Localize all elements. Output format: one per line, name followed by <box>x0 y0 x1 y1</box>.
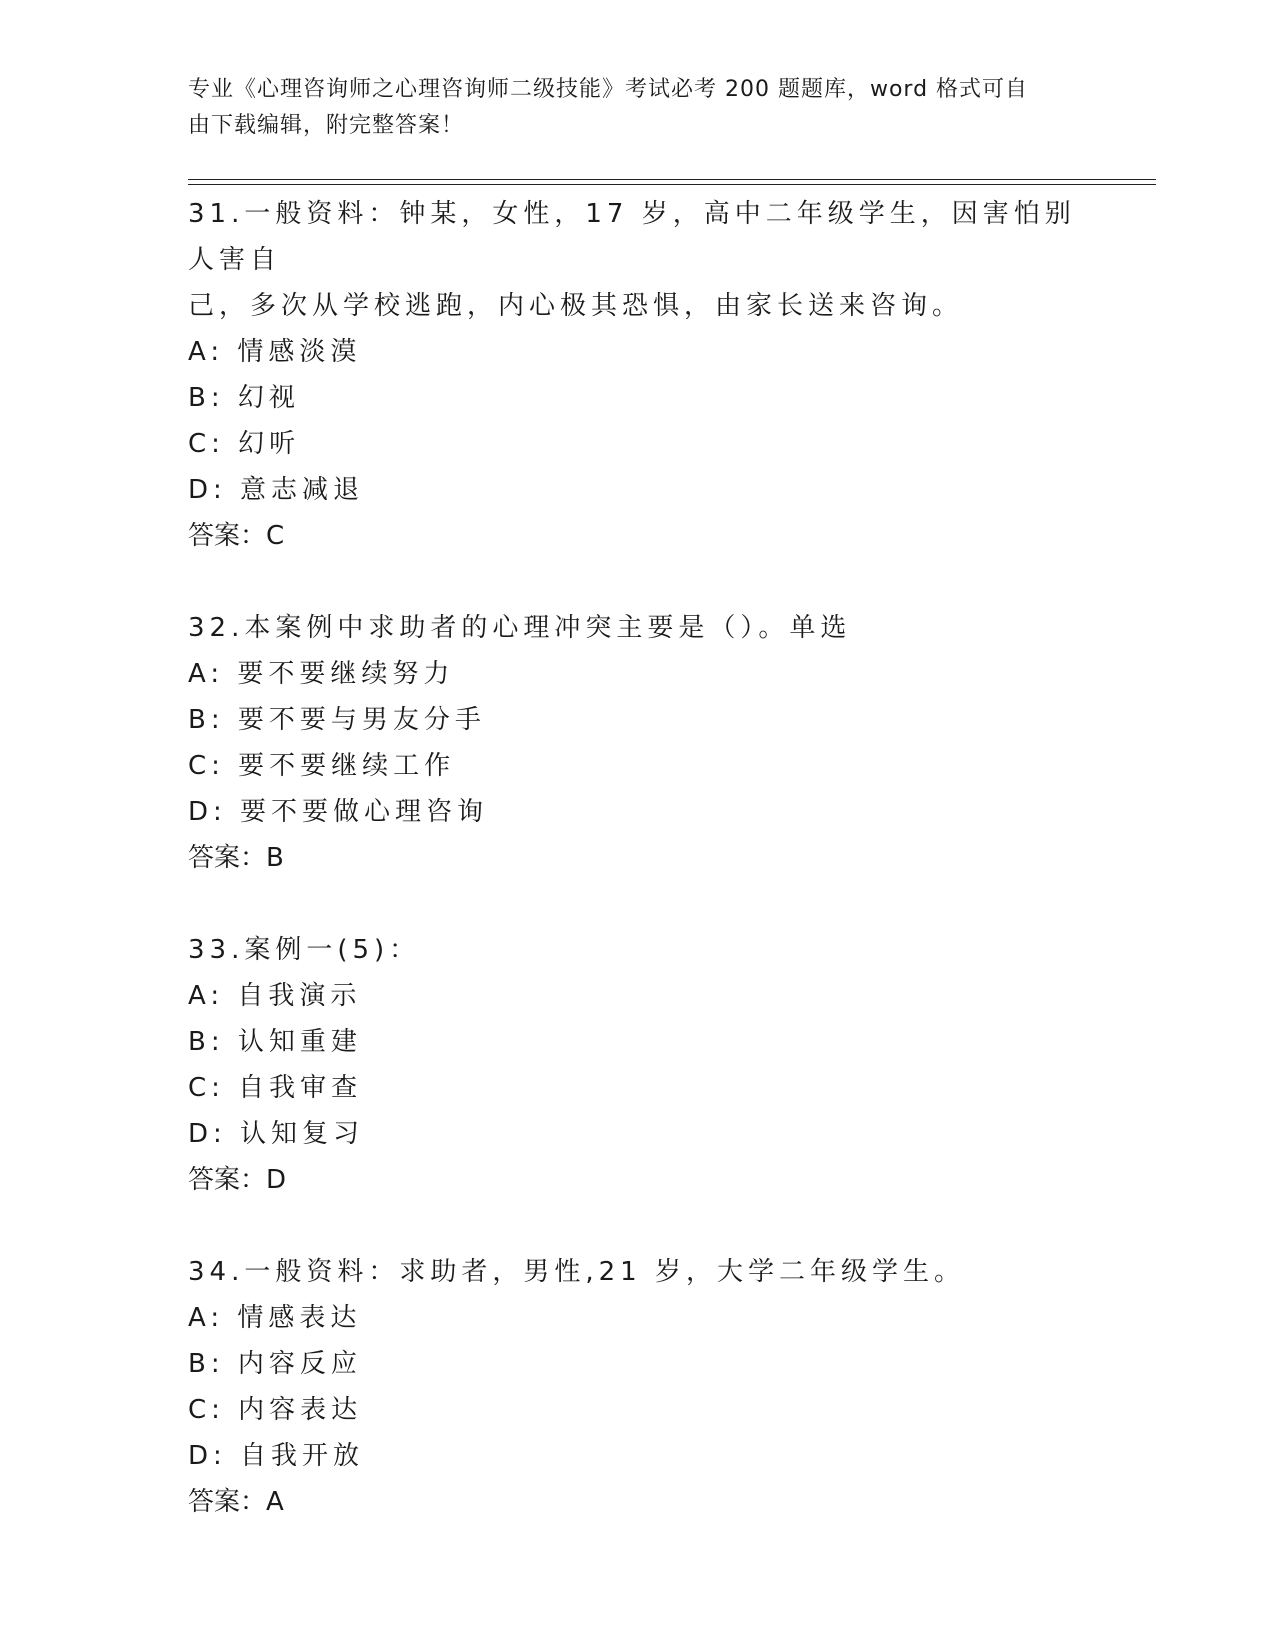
header-line-1: 专业《心理咨询师之心理咨询师二级技能》考试必考 200 题题库，word 格式可自 <box>188 77 1029 102</box>
option-b: B: 要不要与男友分手 <box>188 705 486 735</box>
question-list <box>188 191 1088 1571</box>
header-divider-top <box>188 179 1156 180</box>
answer: 答案：B <box>188 843 284 873</box>
question-31 <box>188 191 1088 559</box>
option-c: C: 要不要继续工作 <box>188 751 456 781</box>
option-d: D: 自我开放 <box>188 1441 365 1471</box>
question-stem: 33.案例一(5)： <box>188 935 421 965</box>
option-d: D: 意志减退 <box>188 475 365 505</box>
header-divider-bottom <box>188 184 1156 185</box>
question-stem: 32.本案例中求助者的心理冲突主要是（）。单选 <box>188 613 852 643</box>
answer: 答案：D <box>188 1165 287 1195</box>
question-32 <box>188 605 1088 881</box>
option-b: B: 内容反应 <box>188 1349 362 1379</box>
answer: 答案：C <box>188 521 285 551</box>
option-a: A: 自我演示 <box>188 981 362 1011</box>
question-34 <box>188 1249 1088 1525</box>
option-b: B: 幻视 <box>188 383 300 413</box>
question-stem: 31.一般资料：钟某，女性，17 岁，高中二年级学生，因害怕别人害自 <box>188 199 1076 275</box>
question-stem-continued: 己，多次从学校逃跑，内心极其恐惧，由家长送来咨询。 <box>188 291 964 321</box>
option-b: B: 认知重建 <box>188 1027 362 1057</box>
question-33 <box>188 927 1088 1203</box>
header-line-2: 由下载编辑，附完整答案！ <box>188 113 465 138</box>
option-d: D: 认知复习 <box>188 1119 365 1149</box>
option-c: C: 自我审查 <box>188 1073 363 1103</box>
question-stem: 34.一般资料：求助者，男性,21 岁，大学二年级学生。 <box>188 1257 965 1287</box>
option-c: C: 幻听 <box>188 429 301 459</box>
option-c: C: 内容表达 <box>188 1395 363 1425</box>
option-d: D: 要不要做心理咨询 <box>188 797 489 827</box>
option-a: A: 情感表达 <box>188 1303 362 1333</box>
document-header <box>188 72 1088 144</box>
option-a: A: 情感淡漠 <box>188 337 362 367</box>
option-a: A: 要不要继续努力 <box>188 659 455 689</box>
answer: 答案：A <box>188 1487 284 1517</box>
